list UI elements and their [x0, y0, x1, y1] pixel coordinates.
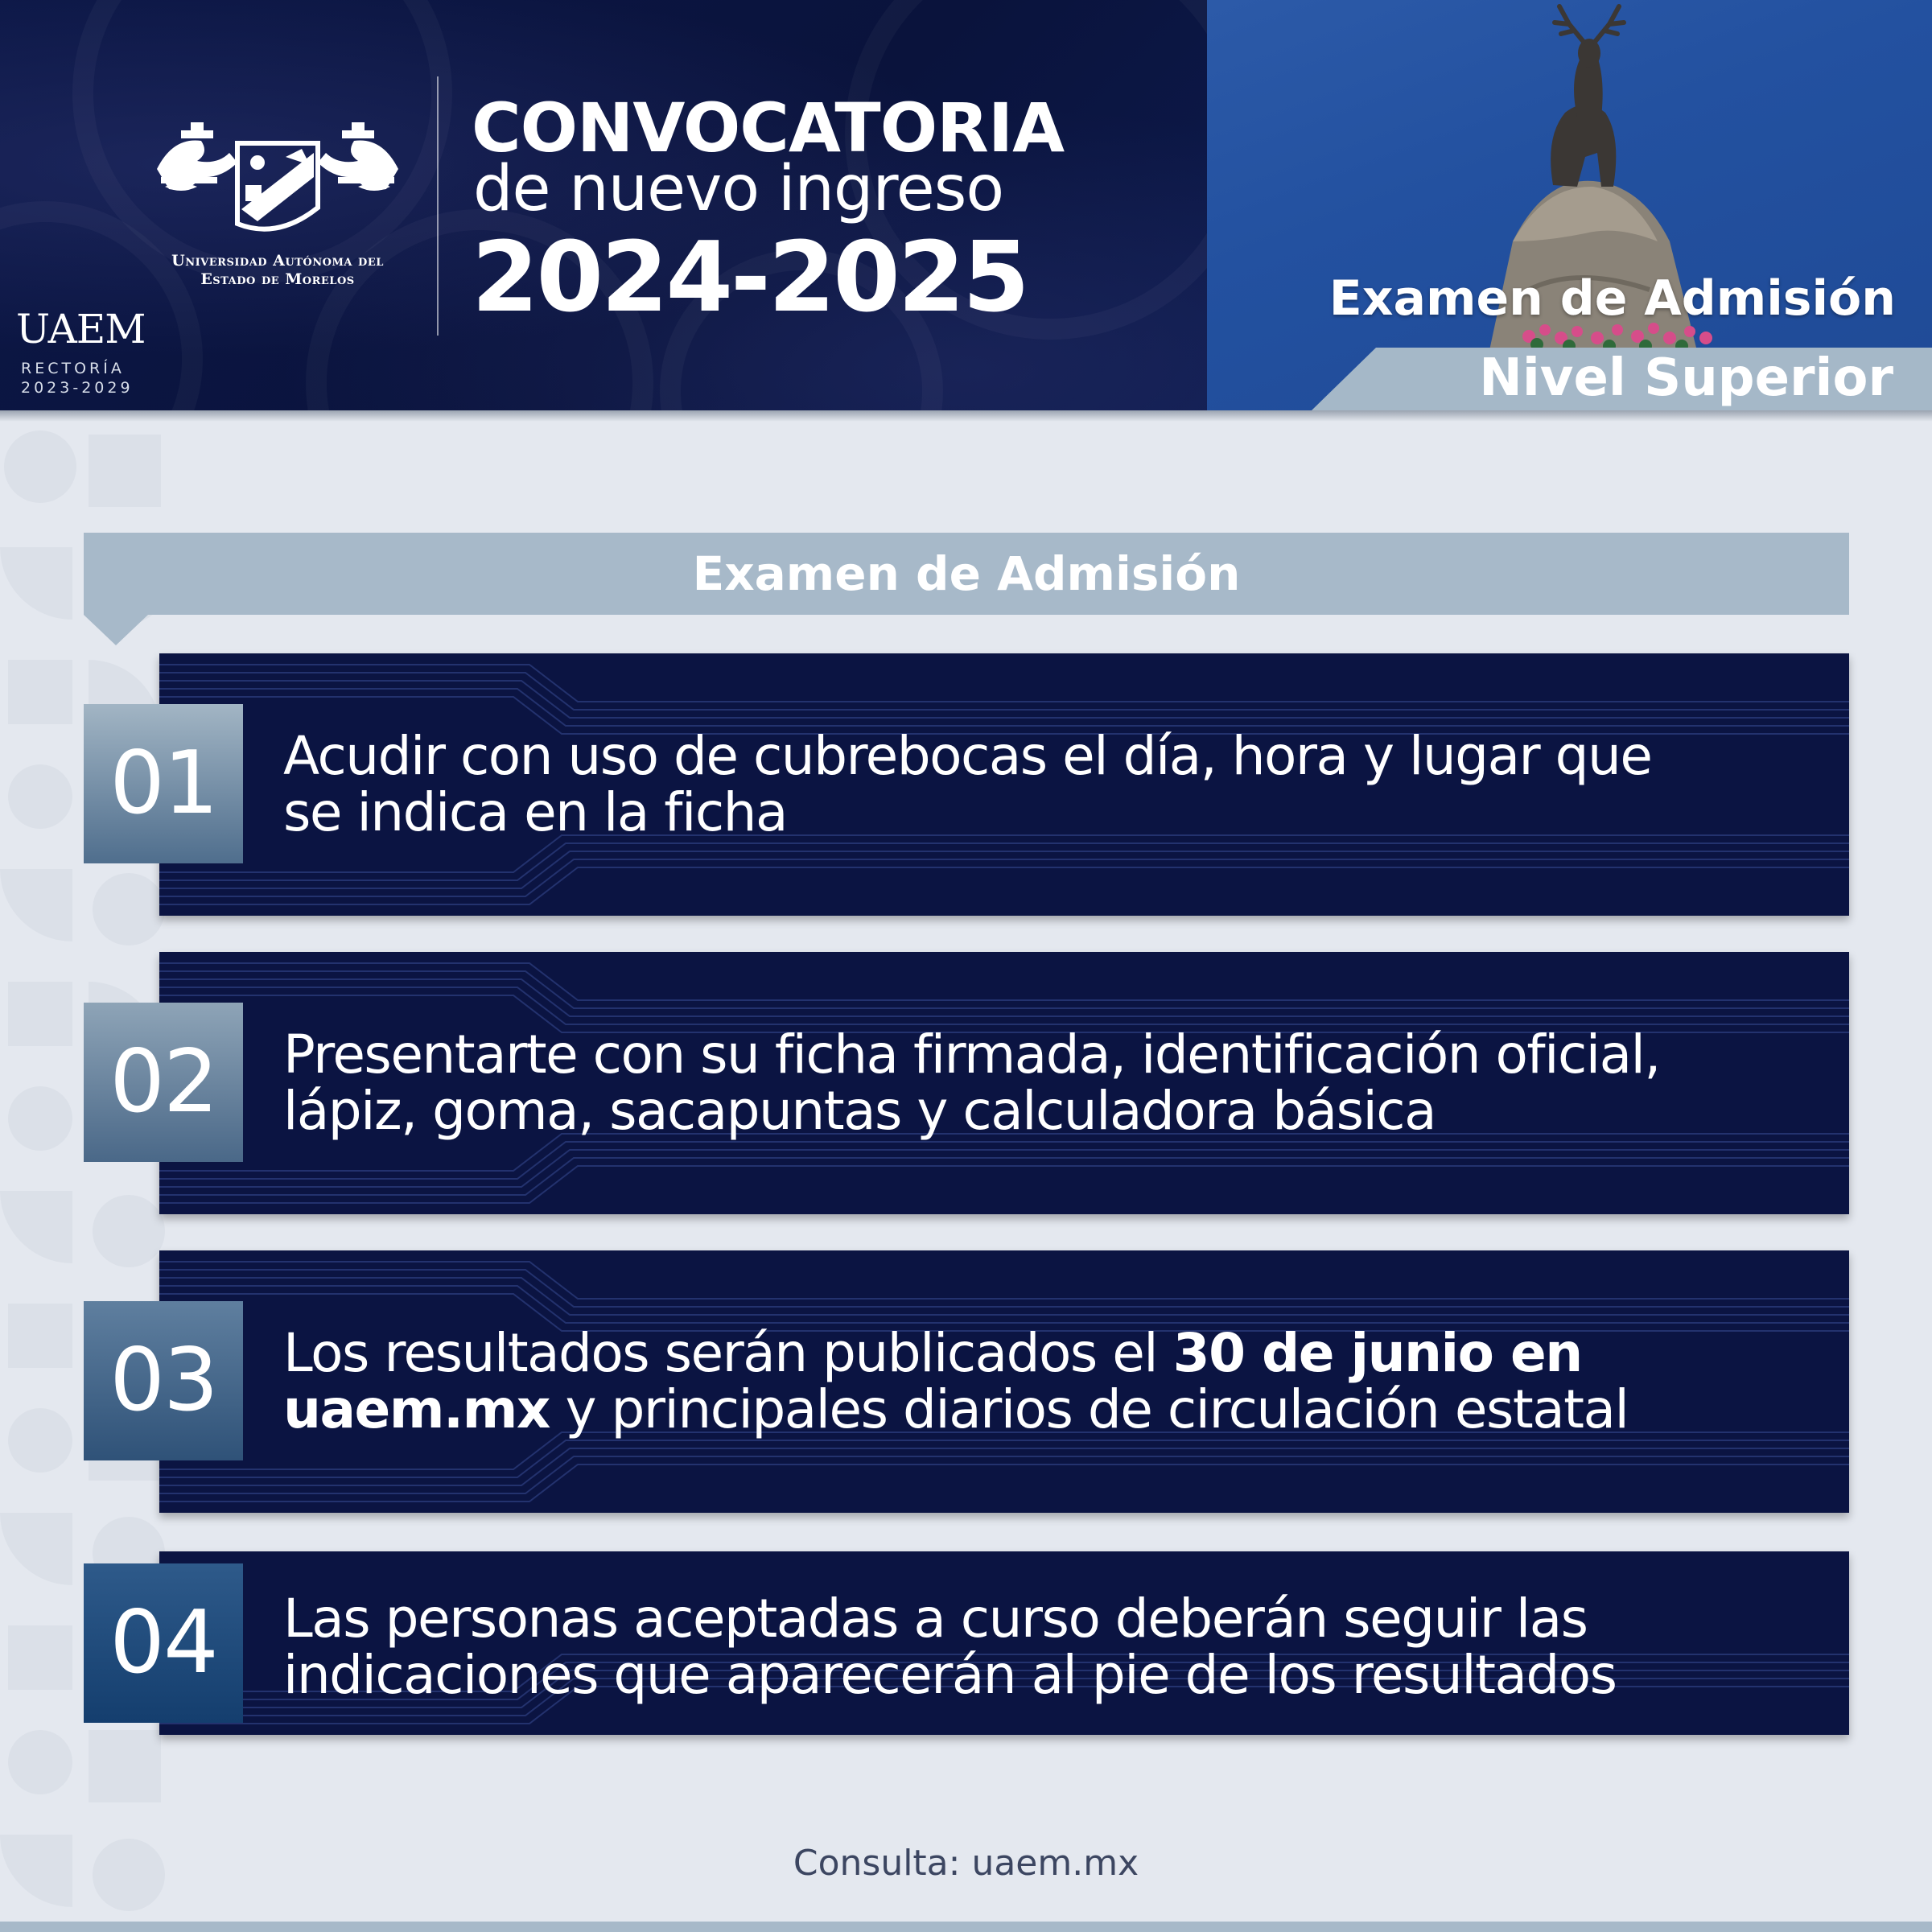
step-3-date-highlight: 30 de junio en	[1172, 1322, 1582, 1384]
step-3-line1	[283, 1322, 1812, 1384]
university-name	[137, 252, 418, 289]
step-3-line1-text: Los resultados serán publicados el	[283, 1322, 1173, 1384]
step-text-4	[283, 1588, 1812, 1706]
step-text-1	[283, 725, 1812, 843]
step-1-line1: Acudir con uso de cubrebocas el día, hora y lugar que	[283, 725, 1652, 787]
header-left-panel	[0, 0, 1207, 410]
step-4-line1: Las personas aceptadas a curso deberán seguir las	[283, 1588, 1588, 1650]
rectoria-line2: 2023-2029	[21, 379, 134, 397]
convocatoria-year: 2024-2025	[472, 222, 1028, 334]
uaem-crest-icon	[149, 121, 406, 241]
header-shadow	[0, 410, 1932, 422]
step-text-3	[283, 1322, 1812, 1440]
rectoria-label	[21, 359, 134, 398]
header-divider	[437, 76, 439, 336]
step-2-line2: lápiz, goma, sacapuntas y calculadora básica	[283, 1080, 1436, 1142]
step-4-line2: indicaciones que aparecerán al pie de los resultados	[283, 1644, 1617, 1706]
university-name-line2: Estado de Morelos	[200, 270, 355, 288]
step-1-line2: se indica en la ficha	[283, 781, 787, 843]
footer-consulta: Consulta: uaem.mx	[793, 1843, 1139, 1884]
university-name-line1: Universidad Autónoma del	[171, 252, 384, 270]
step-number-2: 02	[84, 1003, 243, 1162]
step-number-1: 01	[84, 704, 243, 863]
convocatoria-subtitle: de nuevo ingreso	[473, 153, 1004, 225]
bottom-bar	[0, 1922, 1932, 1932]
step-3-line2-text: y principales diarios de circulación estatal	[549, 1378, 1629, 1440]
header-exam-label: Examen de Admisión	[1329, 270, 1896, 327]
header-level-label: Nivel Superior	[1479, 348, 1893, 408]
step-number-4: 04	[84, 1563, 243, 1723]
section-title: Examen de Admisión	[84, 533, 1849, 615]
step-3-line2	[283, 1378, 1812, 1440]
convocatoria-title: CONVOCATORIA	[472, 89, 1065, 167]
rectoria-line1: RECTORÍA	[21, 360, 125, 377]
step-2-line1: Presentarte con su ficha firmada, identificación oficial,	[283, 1024, 1660, 1085]
section-title-notch	[84, 615, 148, 645]
step-number-3: 03	[84, 1301, 243, 1460]
step-text-2	[283, 1024, 1812, 1142]
header-banner	[0, 0, 1932, 410]
step-3-website-highlight: uaem.mx	[283, 1378, 550, 1440]
uaem-brand-mark: UAEM	[16, 306, 146, 352]
